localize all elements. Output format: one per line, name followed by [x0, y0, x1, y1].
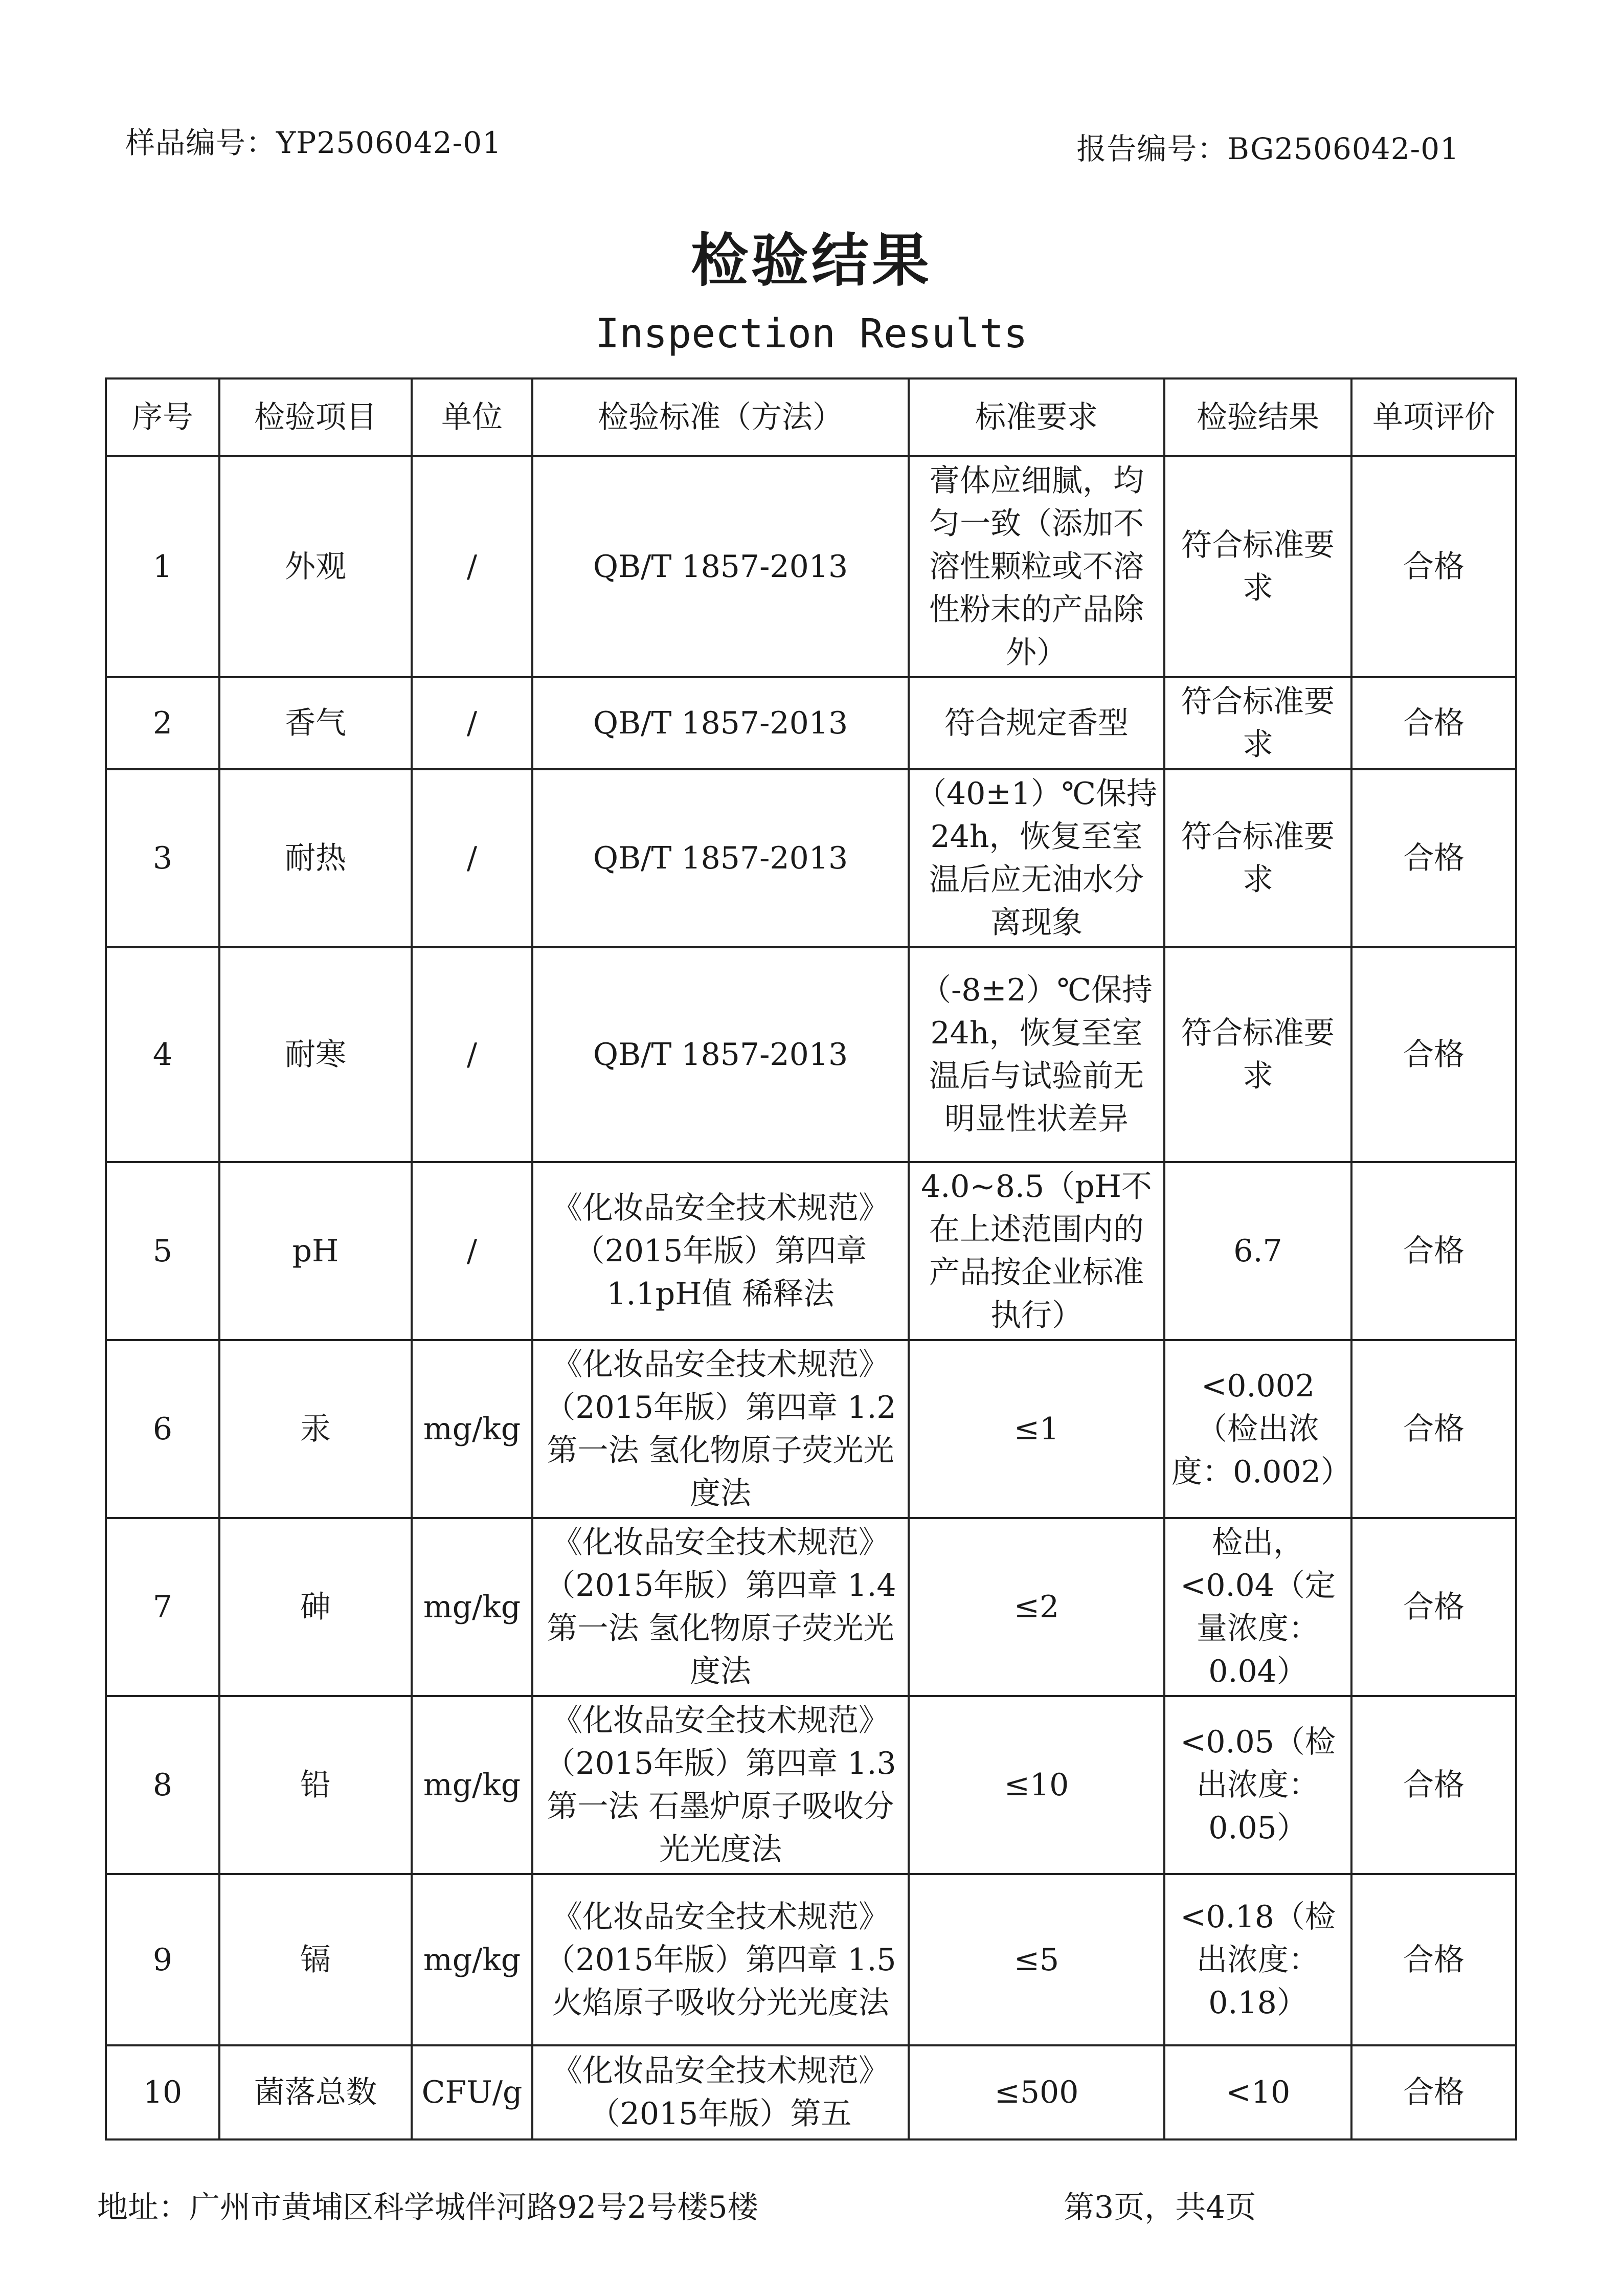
- table-row: [106, 769, 1516, 947]
- cell-evaluation: 合格: [1351, 677, 1516, 769]
- col-header-result: 检验结果: [1164, 378, 1351, 456]
- cell-result: <0.18（检出浓度：0.18）: [1164, 1874, 1351, 2045]
- table-row: [106, 1874, 1516, 2045]
- cell-item: 菌落总数: [219, 2045, 412, 2139]
- table-row: [106, 1518, 1516, 1696]
- cell-requirement: （40±1）℃保持24h，恢复至室温后应无油水分离现象: [909, 769, 1164, 947]
- col-header-no: 序号: [106, 378, 219, 456]
- cell-evaluation: 合格: [1351, 947, 1516, 1162]
- cell-no: 6: [106, 1340, 219, 1518]
- footer-address: 地址：广州市黄埔区科学城伴河路92号2号楼5楼: [97, 2190, 758, 2225]
- page-number: 第3页，共4页: [1064, 2190, 1256, 2225]
- cell-standard: 《化妆品安全技术规范》（2015年版）第四章 1.2第一法 氢化物原子荧光光度法: [532, 1340, 909, 1518]
- col-header-evaluation: 单项评价: [1351, 378, 1516, 456]
- cell-unit: mg/kg: [412, 1696, 532, 1874]
- cell-unit: CFU/g: [412, 2045, 532, 2139]
- report-number: [1076, 125, 1459, 168]
- cell-standard: 《化妆品安全技术规范》（2015年版）第四章 1.3 第一法 石墨炉原子吸收分光光度法: [532, 1696, 909, 1874]
- cell-unit: /: [412, 769, 532, 947]
- table-header-row: [106, 378, 1516, 456]
- table-row: [106, 456, 1516, 677]
- sample-number: [125, 119, 502, 162]
- cell-evaluation: 合格: [1351, 2045, 1516, 2139]
- report-number-label: 报告编号：: [1076, 131, 1228, 166]
- cell-no: 3: [106, 769, 219, 947]
- page-subtitle: Inspection Results: [595, 311, 1028, 357]
- cell-standard: QB/T 1857-2013: [532, 947, 909, 1162]
- cell-item: 镉: [219, 1874, 412, 2045]
- cell-requirement: ≤10: [909, 1696, 1164, 1874]
- cell-item: pH: [219, 1162, 412, 1340]
- table-row: [106, 1340, 1516, 1518]
- cell-standard: 《化妆品安全技术规范》（2015年版）第五: [532, 2045, 909, 2139]
- cell-unit: /: [412, 1162, 532, 1340]
- cell-standard: 《化妆品安全技术规范》（2015年版）第四章 1.5 火焰原子吸收分光光度法: [532, 1874, 909, 2045]
- table-row: [106, 677, 1516, 769]
- cell-evaluation: 合格: [1351, 1162, 1516, 1340]
- cell-unit: mg/kg: [412, 1874, 532, 2045]
- cell-result: <0.002（检出浓度：0.002）: [1164, 1340, 1351, 1518]
- cell-result: 符合标准要求: [1164, 947, 1351, 1162]
- cell-item: 砷: [219, 1518, 412, 1696]
- cell-standard: 《化妆品安全技术规范》（2015年版）第四章 1.1pH值 稀释法: [532, 1162, 909, 1340]
- cell-result: <10: [1164, 2045, 1351, 2139]
- cell-item: 耐寒: [219, 947, 412, 1162]
- cell-no: 1: [106, 456, 219, 677]
- table-row: [106, 1696, 1516, 1874]
- cell-requirement: ≤5: [909, 1874, 1164, 2045]
- cell-no: 8: [106, 1696, 219, 1874]
- cell-result: 符合标准要求: [1164, 677, 1351, 769]
- cell-item: 汞: [219, 1340, 412, 1518]
- cell-requirement: 4.0~8.5（pH不在上述范围内的产品按企业标准执行）: [909, 1162, 1164, 1340]
- cell-no: 2: [106, 677, 219, 769]
- cell-evaluation: 合格: [1351, 1874, 1516, 2045]
- cell-requirement: ≤500: [909, 2045, 1164, 2139]
- cell-no: 10: [106, 2045, 219, 2139]
- col-header-unit: 单位: [412, 378, 532, 456]
- cell-no: 5: [106, 1162, 219, 1340]
- cell-item: 香气: [219, 677, 412, 769]
- cell-unit: mg/kg: [412, 1518, 532, 1696]
- cell-evaluation: 合格: [1351, 1696, 1516, 1874]
- table-row: [106, 2045, 1516, 2139]
- cell-requirement: ≤1: [909, 1340, 1164, 1518]
- cell-standard: 《化妆品安全技术规范》（2015年版）第四章 1.4第一法 氢化物原子荧光光度法: [532, 1518, 909, 1696]
- cell-item: 铅: [219, 1696, 412, 1874]
- cell-standard: QB/T 1857-2013: [532, 769, 909, 947]
- cell-requirement: ≤2: [909, 1518, 1164, 1696]
- cell-evaluation: 合格: [1351, 769, 1516, 947]
- page-title: 检验结果: [691, 228, 932, 294]
- cell-no: 9: [106, 1874, 219, 2045]
- col-header-item: 检验项目: [219, 378, 412, 456]
- cell-standard: QB/T 1857-2013: [532, 456, 909, 677]
- cell-result: 符合标准要求: [1164, 456, 1351, 677]
- cell-result: 6.7: [1164, 1162, 1351, 1340]
- col-header-standard: 检验标准（方法）: [532, 378, 909, 456]
- cell-unit: /: [412, 456, 532, 677]
- col-header-requirement: 标准要求: [909, 378, 1164, 456]
- cell-evaluation: 合格: [1351, 456, 1516, 677]
- cell-unit: mg/kg: [412, 1340, 532, 1518]
- results-table: [105, 377, 1517, 2141]
- cell-requirement: 膏体应细腻，均匀一致（添加不溶性颗粒或不溶性粉末的产品除外）: [909, 456, 1164, 677]
- sample-number-value: YP2506042-01: [276, 125, 502, 160]
- cell-no: 7: [106, 1518, 219, 1696]
- cell-requirement: （-8±2）℃保持24h，恢复至室温后与试验前无明显性状差异: [909, 947, 1164, 1162]
- cell-standard: QB/T 1857-2013: [532, 677, 909, 769]
- cell-result: 符合标准要求: [1164, 769, 1351, 947]
- table-row: [106, 947, 1516, 1162]
- table-row: [106, 1162, 1516, 1340]
- cell-evaluation: 合格: [1351, 1340, 1516, 1518]
- cell-result: 检出，<0.04（定量浓度：0.04）: [1164, 1518, 1351, 1696]
- report-number-value: BG2506042-01: [1227, 131, 1459, 166]
- cell-unit: /: [412, 947, 532, 1162]
- cell-unit: /: [412, 677, 532, 769]
- cell-no: 4: [106, 947, 219, 1162]
- cell-requirement: 符合规定香型: [909, 677, 1164, 769]
- cell-result: <0.05（检出浓度：0.05）: [1164, 1696, 1351, 1874]
- cell-evaluation: 合格: [1351, 1518, 1516, 1696]
- cell-item: 外观: [219, 456, 412, 677]
- sample-number-label: 样品编号：: [125, 125, 277, 160]
- cell-item: 耐热: [219, 769, 412, 947]
